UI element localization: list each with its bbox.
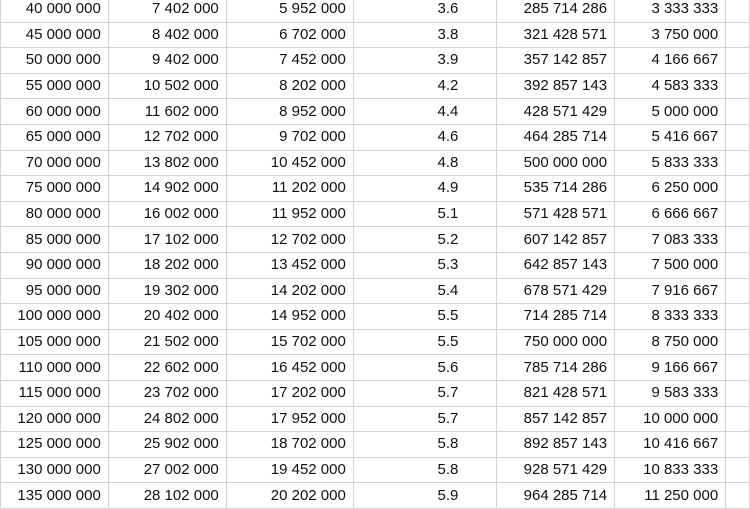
empty-cell[interactable] (726, 329, 750, 355)
table-row (1, 329, 750, 355)
empty-cell[interactable] (726, 227, 750, 253)
table-cell[interactable]: 90 000 000 (1, 252, 109, 278)
table-cell[interactable]: 5 000 000 (615, 99, 726, 125)
table-cell[interactable]: 115 000 000 (1, 380, 109, 406)
table-cell[interactable]: 17 202 000 (226, 380, 353, 406)
table-cell[interactable]: 5 833 333 (615, 150, 726, 176)
empty-cell[interactable] (726, 99, 750, 125)
table-row (1, 73, 750, 99)
table-cell[interactable]: 18 202 000 (108, 252, 226, 278)
empty-cell[interactable] (726, 483, 750, 509)
table-cell[interactable]: 285 714 286 (497, 0, 615, 22)
table-cell[interactable]: 130 000 000 (1, 457, 109, 483)
table-cell[interactable]: 5.7 (353, 380, 497, 406)
table-row (1, 252, 750, 278)
table-row (1, 432, 750, 458)
table-cell[interactable]: 120 000 000 (1, 406, 109, 432)
table-row (1, 0, 750, 22)
table-cell[interactable]: 3.6 (353, 0, 497, 22)
table-cell[interactable]: 9 583 333 (615, 380, 726, 406)
table-cell[interactable]: 6 666 667 (615, 201, 726, 227)
table-cell[interactable]: 14 202 000 (226, 278, 353, 304)
table-cell[interactable]: 5.6 (353, 355, 497, 381)
empty-cell[interactable] (726, 278, 750, 304)
table-cell[interactable]: 23 702 000 (108, 380, 226, 406)
empty-cell[interactable] (726, 355, 750, 381)
empty-cell[interactable] (726, 150, 750, 176)
table-cell[interactable]: 5.4 (353, 278, 497, 304)
table-cell[interactable]: 11 202 000 (226, 176, 353, 202)
table-cell[interactable]: 15 702 000 (226, 329, 353, 355)
table-cell[interactable]: 20 202 000 (226, 483, 353, 509)
table-cell[interactable]: 607 142 857 (497, 227, 615, 253)
table-cell[interactable]: 85 000 000 (1, 227, 109, 253)
table-cell[interactable]: 642 857 143 (497, 252, 615, 278)
table-cell[interactable]: 4.2 (353, 73, 497, 99)
table-cell[interactable]: 8 952 000 (226, 99, 353, 125)
table-cell[interactable]: 9 166 667 (615, 355, 726, 381)
table-cell[interactable]: 10 502 000 (108, 73, 226, 99)
table-row (1, 99, 750, 125)
empty-cell[interactable] (726, 22, 750, 48)
table-cell[interactable]: 50 000 000 (1, 48, 109, 74)
empty-cell[interactable] (726, 252, 750, 278)
table-cell[interactable]: 5.7 (353, 406, 497, 432)
table-cell[interactable]: 11 602 000 (108, 99, 226, 125)
table-cell[interactable]: 928 571 429 (497, 457, 615, 483)
table-cell[interactable]: 5.8 (353, 457, 497, 483)
table-cell[interactable]: 25 902 000 (108, 432, 226, 458)
table-cell[interactable]: 10 833 333 (615, 457, 726, 483)
table-cell[interactable]: 19 302 000 (108, 278, 226, 304)
table-row (1, 355, 750, 381)
table-cell[interactable]: 8 750 000 (615, 329, 726, 355)
empty-cell[interactable] (726, 176, 750, 202)
table-cell[interactable]: 65 000 000 (1, 124, 109, 150)
table-cell[interactable]: 10 452 000 (226, 150, 353, 176)
table-cell[interactable]: 11 250 000 (615, 483, 726, 509)
table-cell[interactable]: 12 702 000 (108, 124, 226, 150)
table-cell[interactable]: 428 571 429 (497, 99, 615, 125)
table-cell[interactable]: 8 202 000 (226, 73, 353, 99)
table-cell[interactable]: 3.9 (353, 48, 497, 74)
table-cell[interactable]: 964 285 714 (497, 483, 615, 509)
table-row (1, 406, 750, 432)
spreadsheet-body (1, 0, 750, 508)
empty-cell[interactable] (726, 304, 750, 330)
table-row (1, 150, 750, 176)
empty-cell[interactable] (726, 201, 750, 227)
table-cell[interactable]: 9 702 000 (226, 124, 353, 150)
table-cell[interactable]: 17 102 000 (108, 227, 226, 253)
table-cell[interactable]: 500 000 000 (497, 150, 615, 176)
table-row (1, 227, 750, 253)
table-cell[interactable]: 20 402 000 (108, 304, 226, 330)
table-cell[interactable]: 100 000 000 (1, 304, 109, 330)
table-cell[interactable]: 7 500 000 (615, 252, 726, 278)
empty-cell[interactable] (726, 457, 750, 483)
table-cell[interactable]: 571 428 571 (497, 201, 615, 227)
table-row (1, 176, 750, 202)
table-cell[interactable]: 11 952 000 (226, 201, 353, 227)
table-cell[interactable]: 9 402 000 (108, 48, 226, 74)
table-cell[interactable]: 135 000 000 (1, 483, 109, 509)
table-cell[interactable]: 10 416 667 (615, 432, 726, 458)
empty-cell[interactable] (726, 432, 750, 458)
table-cell[interactable]: 22 602 000 (108, 355, 226, 381)
table-cell[interactable]: 8 402 000 (108, 22, 226, 48)
table-cell[interactable]: 7 083 333 (615, 227, 726, 253)
table-cell[interactable]: 110 000 000 (1, 355, 109, 381)
table-cell[interactable]: 5.2 (353, 227, 497, 253)
table-cell[interactable]: 714 285 714 (497, 304, 615, 330)
table-cell[interactable]: 75 000 000 (1, 176, 109, 202)
table-cell[interactable]: 5.8 (353, 432, 497, 458)
table-cell[interactable]: 14 902 000 (108, 176, 226, 202)
table-row (1, 22, 750, 48)
table-cell[interactable]: 70 000 000 (1, 150, 109, 176)
table-cell[interactable]: 5.3 (353, 252, 497, 278)
table-cell[interactable]: 60 000 000 (1, 99, 109, 125)
table-cell[interactable]: 13 452 000 (226, 252, 353, 278)
table-cell[interactable]: 17 952 000 (226, 406, 353, 432)
table-cell[interactable]: 27 002 000 (108, 457, 226, 483)
table-cell[interactable]: 28 102 000 (108, 483, 226, 509)
table-cell[interactable]: 392 857 143 (497, 73, 615, 99)
table-cell[interactable]: 464 285 714 (497, 124, 615, 150)
table-cell[interactable]: 8 333 333 (615, 304, 726, 330)
table-cell[interactable]: 4.4 (353, 99, 497, 125)
empty-cell[interactable] (726, 48, 750, 74)
table-cell[interactable]: 321 428 571 (497, 22, 615, 48)
table-cell[interactable]: 55 000 000 (1, 73, 109, 99)
empty-cell[interactable] (726, 73, 750, 99)
table-cell[interactable]: 40 000 000 (1, 0, 109, 22)
empty-cell[interactable] (726, 124, 750, 150)
table-cell[interactable]: 125 000 000 (1, 432, 109, 458)
table-cell[interactable]: 3.8 (353, 22, 497, 48)
empty-cell[interactable] (726, 380, 750, 406)
table-cell[interactable]: 5.5 (353, 304, 497, 330)
table-cell[interactable]: 857 142 857 (497, 406, 615, 432)
table-cell[interactable]: 357 142 857 (497, 48, 615, 74)
table-cell[interactable]: 16 452 000 (226, 355, 353, 381)
table-cell[interactable]: 5 952 000 (226, 0, 353, 22)
table-cell[interactable]: 5.1 (353, 201, 497, 227)
table-cell[interactable]: 892 857 143 (497, 432, 615, 458)
table-cell[interactable]: 16 002 000 (108, 201, 226, 227)
table-cell[interactable]: 14 952 000 (226, 304, 353, 330)
table-cell[interactable]: 3 750 000 (615, 22, 726, 48)
table-row (1, 124, 750, 150)
table-cell[interactable]: 821 428 571 (497, 380, 615, 406)
table-cell[interactable]: 24 802 000 (108, 406, 226, 432)
table-cell[interactable]: 5 416 667 (615, 124, 726, 150)
table-cell[interactable]: 6 250 000 (615, 176, 726, 202)
table-cell[interactable]: 7 452 000 (226, 48, 353, 74)
table-row (1, 483, 750, 509)
table-row (1, 380, 750, 406)
table-cell[interactable]: 535 714 286 (497, 176, 615, 202)
table-cell[interactable]: 7 402 000 (108, 0, 226, 22)
table-cell[interactable]: 785 714 286 (497, 355, 615, 381)
empty-cell[interactable] (726, 0, 750, 22)
table-cell[interactable]: 21 502 000 (108, 329, 226, 355)
table-cell[interactable]: 7 916 667 (615, 278, 726, 304)
table-cell[interactable]: 105 000 000 (1, 329, 109, 355)
table-cell[interactable]: 18 702 000 (226, 432, 353, 458)
table-cell[interactable]: 6 702 000 (226, 22, 353, 48)
table-cell[interactable]: 678 571 429 (497, 278, 615, 304)
table-cell[interactable]: 12 702 000 (226, 227, 353, 253)
table-cell[interactable]: 10 000 000 (615, 406, 726, 432)
empty-cell[interactable] (726, 406, 750, 432)
table-cell[interactable]: 3 333 333 (615, 0, 726, 22)
table-row (1, 278, 750, 304)
table-cell[interactable]: 4 583 333 (615, 73, 726, 99)
table-cell[interactable]: 4.6 (353, 124, 497, 150)
table-cell[interactable]: 19 452 000 (226, 457, 353, 483)
table-cell[interactable]: 4.9 (353, 176, 497, 202)
table-cell[interactable]: 750 000 000 (497, 329, 615, 355)
table-row (1, 304, 750, 330)
table-cell[interactable]: 4.8 (353, 150, 497, 176)
table-row (1, 457, 750, 483)
table-cell[interactable]: 5.9 (353, 483, 497, 509)
table-cell[interactable]: 80 000 000 (1, 201, 109, 227)
table-cell[interactable]: 5.5 (353, 329, 497, 355)
table-cell[interactable]: 13 802 000 (108, 150, 226, 176)
table-row (1, 48, 750, 74)
table-cell[interactable]: 4 166 667 (615, 48, 726, 74)
table-cell[interactable]: 95 000 000 (1, 278, 109, 304)
table-cell[interactable]: 45 000 000 (1, 22, 109, 48)
table-row (1, 201, 750, 227)
